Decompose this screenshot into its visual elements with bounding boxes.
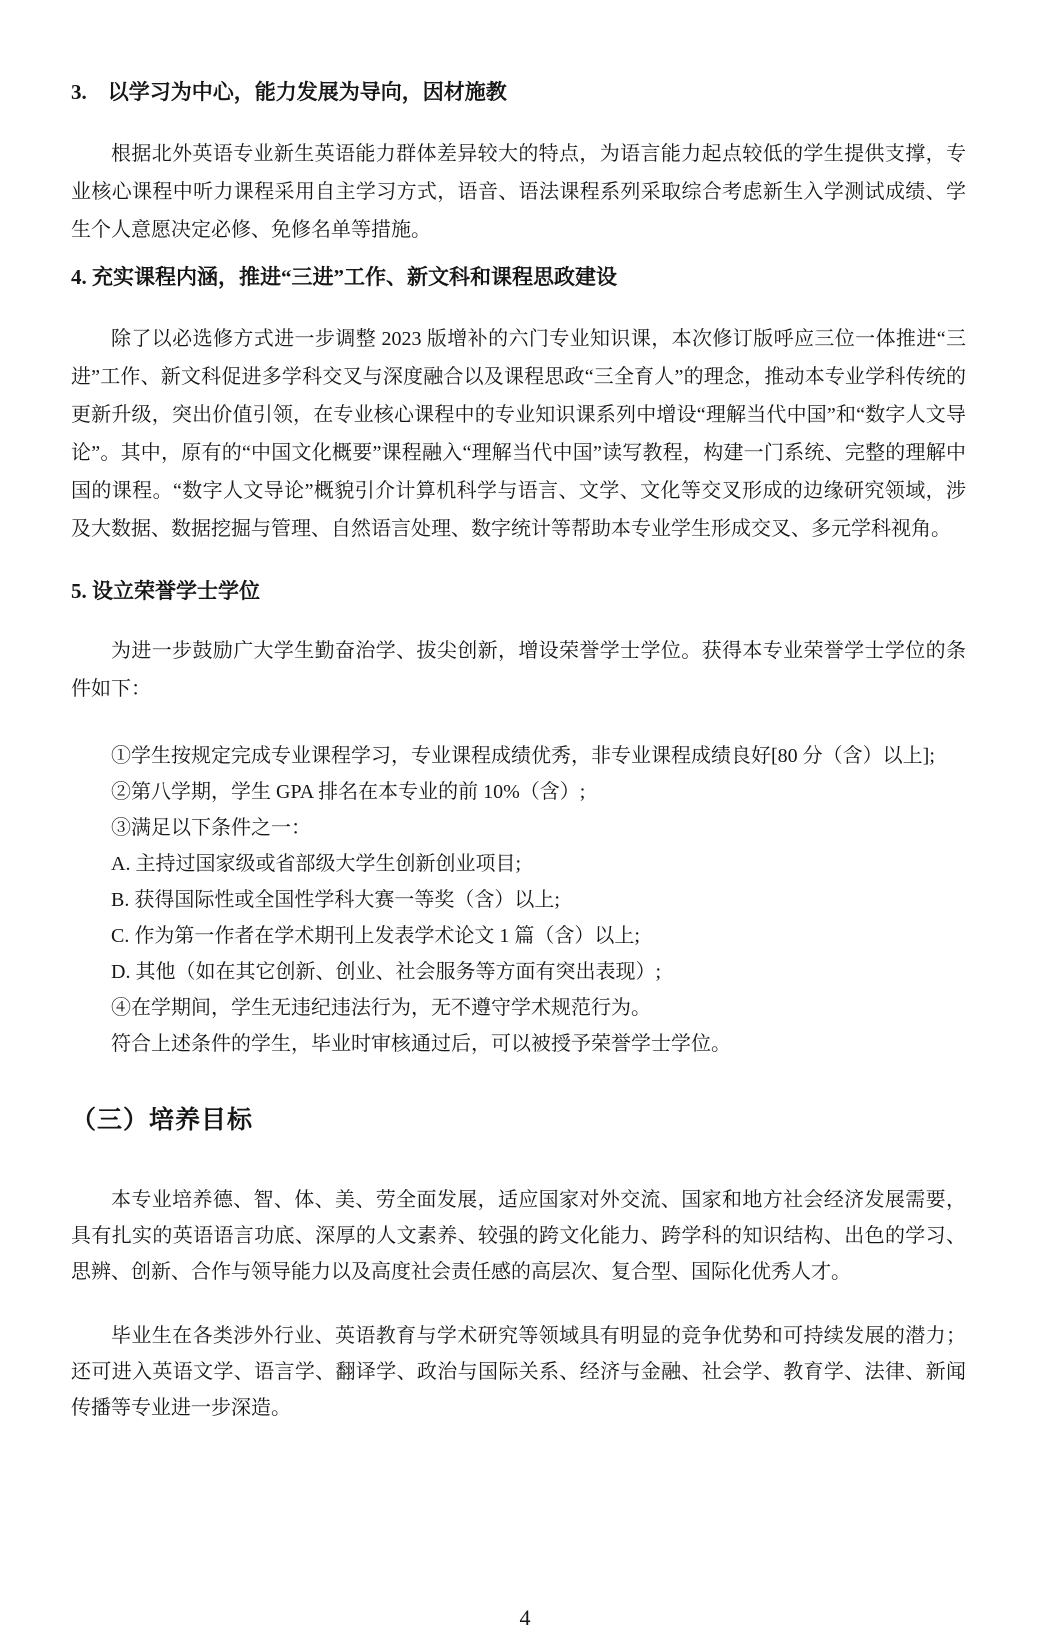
- paragraph-training-objectives-1: 本专业培养德、智、体、美、劳全面发展，适应国家对外交流、国家和地方社会经济发展需要，具有扎实的英语语言功底、深厚的人文素养、较强的跨文化能力、跨学科的知识结构、出色的学习、思辨、创新、合作与领导能力以及高度社会责任感的高层次、复合型、国际化优秀人才。: [71, 1189, 966, 1283]
- paragraph-honors-degree-intro: 为进一步鼓励广大学生勤奋治学、拔尖创新，增设荣誉学士学位。获得本专业荣誉学士学位的条件如下：: [71, 640, 966, 700]
- document-content: [71, 73, 966, 1426]
- list-item-criterion-3d: D. 其他（如在其它创新、创业、社会服务等方面有突出表现）;: [111, 961, 661, 983]
- paragraph-training-objectives-2: 毕业生在各类涉外行业、英语教育与学术研究等领域具有明显的竞争优势和可持续发展的潜力；还可进入英语文学、语言学、翻译学、政治与国际关系、经济与金融、社会学、教育学、法律、新闻传播等专业进一步深造。: [71, 1325, 966, 1419]
- list-item-criterion-4: ④在学期间，学生无违纪违法行为，无不遵守学术规范行为。: [111, 997, 651, 1019]
- list-item-criterion-3c: C. 作为第一作者在学术期刊上发表学术论文 1 篇（含）以上;: [111, 925, 640, 947]
- heading-training-objectives: （三）培养目标: [71, 1106, 254, 1134]
- list-item-criterion-2: ②第八学期，学生 GPA 排名在本专业的前 10%（含）;: [111, 781, 586, 803]
- list-item-criterion-3b: B. 获得国际性或全国性学科大赛一等奖（含）以上;: [111, 889, 560, 911]
- list-item-criterion-3: ③满足以下条件之一：: [111, 817, 311, 839]
- heading-learning-centered: 3. 以学习为中心，能力发展为导向，因材施教: [71, 80, 507, 104]
- list-item-criterion-3a: A. 主持过国家级或省部级大学生创新创业项目;: [111, 853, 521, 875]
- honors-criteria-list: [71, 738, 966, 1062]
- list-item-criterion-1: ①学生按规定完成专业课程学习，专业课程成绩优秀，非专业课程成绩良好[80 分（含）以上];: [111, 745, 935, 767]
- heading-honors-degree: 5. 设立荣誉学士学位: [71, 579, 260, 603]
- heading-course-content: 4. 充实课程内涵，推进“三进”工作、新文科和课程思政建设: [71, 265, 617, 289]
- page-number: 4: [519, 1605, 531, 1630]
- paragraph-learning-centered: 根据北外英语专业新生英语能力群体差异较大的特点，为语言能力起点较低的学生提供支撑，专业核心课程中听力课程采用自主学习方式，语音、语法课程系列采取综合考虑新生入学测试成绩、学生个人意愿决定必修、免修名单等措施。: [71, 143, 966, 241]
- paragraph-course-content: 除了以必选修方式进一步调整 2023 版增补的六门专业知识课，本次修订版呼应三位一体推进“三进”工作、新文科促进多学科交叉与深度融合以及课程思政“三全育人”的理念，推动本专业学科传统的更新升级，突出价值引领，在专业核心课程中的专业知识课系列中增设“理解当代中国”和“数字人文导论”。其中，原有的“中国文化概要”课程融入“理解当代中国”读写教程，构建一门系统、完整的理解中国的课程。“数字人文导论”概貌引介计算机科学与语言、文学、文化等交叉形成的边缘研究领域，涉及大数据、数据挖掘与管理、自然语言处理、数字统计等帮助本专业学生形成交叉、多元学科视角。: [71, 328, 966, 540]
- list-item-conclusion: 符合上述条件的学生，毕业时审核通过后，可以被授予荣誉学士学位。: [111, 1033, 731, 1055]
